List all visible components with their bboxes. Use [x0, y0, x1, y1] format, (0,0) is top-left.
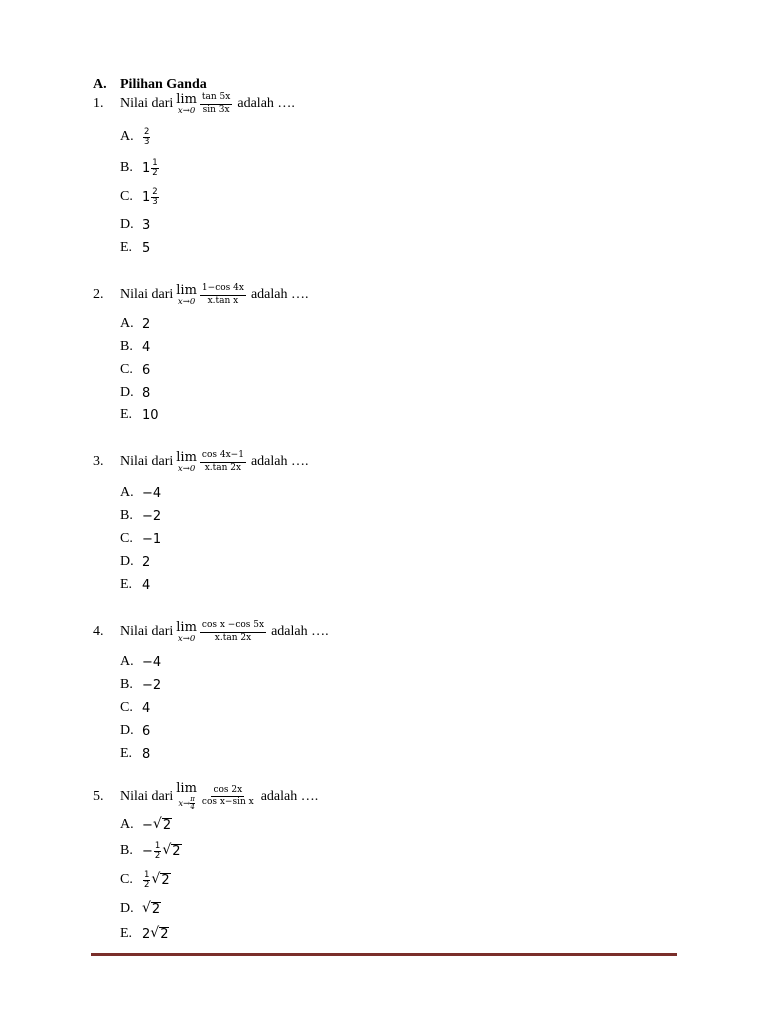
option-value: 8	[142, 385, 151, 401]
question-5	[93, 782, 318, 811]
option-letter: E.	[120, 577, 133, 592]
option-value-mixed-fraction: 1 2 3	[142, 187, 158, 207]
option-3c[interactable]	[120, 531, 161, 547]
option-4a[interactable]	[120, 654, 161, 670]
option-letter: E.	[120, 407, 133, 422]
option-letter: D.	[120, 385, 134, 400]
option-letter: E.	[120, 240, 133, 255]
option-5e[interactable]	[120, 926, 169, 942]
option-2d[interactable]	[120, 385, 150, 401]
limit-fraction	[200, 93, 232, 115]
question-number: 4.	[93, 624, 104, 640]
option-letter: D.	[120, 554, 134, 569]
limit-approach: x→ $\frac{\pi}{4}$	[178, 795, 195, 811]
question-lead: Nilai dari	[120, 624, 174, 640]
question-number: 2.	[93, 287, 104, 303]
question-tail: adalah ….	[271, 624, 329, 640]
option-3b[interactable]	[120, 508, 161, 524]
option-letter: E.	[120, 746, 133, 761]
limit-operator	[176, 782, 197, 811]
option-value: 8	[142, 746, 151, 762]
option-value: 3	[142, 217, 151, 233]
option-value: −1	[142, 531, 162, 547]
option-value: −2	[142, 508, 162, 524]
limit-approach: x→0	[177, 297, 196, 307]
option-letter: C.	[120, 362, 133, 377]
option-value: 2	[142, 554, 151, 570]
footer-rule	[91, 953, 677, 956]
question-lead: Nilai dari	[120, 788, 174, 804]
fraction-denominator: cos x−sin x	[201, 797, 254, 807]
question-number: 3.	[93, 454, 104, 470]
option-1a[interactable]	[120, 128, 151, 147]
option-letter: C.	[120, 700, 133, 715]
option-4c[interactable]	[120, 700, 150, 716]
question-tail: adalah ….	[250, 454, 309, 470]
option-letter: D.	[120, 901, 134, 917]
option-letter: A.	[120, 485, 134, 500]
option-3a[interactable]	[120, 485, 161, 501]
option-value-radical: 1 2 √ 2	[144, 870, 170, 890]
fraction-numerator: cos 2x	[211, 786, 244, 797]
question-3	[93, 451, 308, 474]
question-number: 5.	[93, 788, 104, 804]
limit-word: lim	[176, 781, 197, 796]
option-1b[interactable]	[120, 159, 160, 178]
section-label: A.	[93, 77, 107, 92]
option-letter: A.	[120, 316, 134, 331]
option-letter: B.	[120, 677, 133, 692]
option-value: 2	[142, 316, 151, 332]
limit-word: lim	[176, 450, 197, 465]
option-value-mixed-fraction: 1 1 2	[142, 158, 158, 178]
option-value: 6	[142, 362, 151, 378]
section-heading	[93, 77, 207, 93]
option-5c[interactable]	[120, 871, 171, 890]
limit-word: lim	[176, 283, 197, 298]
option-2e[interactable]	[120, 407, 159, 423]
limit-operator	[176, 621, 197, 644]
option-5a[interactable]	[120, 817, 172, 833]
option-letter: C.	[120, 531, 133, 546]
question-lead: Nilai dari	[120, 287, 174, 303]
limit-word: lim	[176, 620, 197, 635]
option-letter: B.	[120, 339, 133, 354]
option-value: 10	[142, 407, 159, 423]
fraction-denominator: x.tan x	[207, 295, 239, 306]
fraction-numerator: cos x −cos 5x	[200, 621, 266, 632]
option-value: −4	[142, 485, 162, 501]
limit-fraction	[200, 786, 256, 808]
fraction-numerator: tan 5x	[200, 93, 232, 104]
option-value: −4	[142, 654, 162, 670]
option-letter: B.	[120, 160, 133, 176]
limit-fraction	[200, 284, 246, 306]
option-value: 5	[142, 240, 151, 256]
question-number: 1.	[93, 96, 104, 112]
limit-fraction	[200, 451, 246, 473]
option-value-radical: 2 √ 2	[142, 925, 169, 942]
question-2	[93, 284, 308, 307]
question-4	[93, 621, 329, 644]
option-value-fraction: 2 3	[144, 127, 150, 147]
question-lead: Nilai dari	[120, 96, 174, 112]
question-tail: adalah ….	[260, 788, 319, 804]
option-letter: D.	[120, 217, 134, 232]
option-value: −2	[142, 677, 162, 693]
limit-approach: x→0	[177, 464, 196, 474]
option-3d[interactable]	[120, 554, 150, 570]
option-5b[interactable]	[120, 842, 182, 861]
option-letter: B.	[120, 843, 133, 859]
option-value-radical: √ 2	[142, 900, 161, 917]
limit-word: lim	[176, 92, 197, 107]
option-letter: A.	[120, 129, 134, 145]
fraction-denominator: x.tan 2x	[214, 632, 252, 643]
option-letter: A.	[120, 654, 134, 669]
fraction-denominator: sin 3x	[202, 104, 230, 115]
question-tail: adalah ….	[250, 287, 309, 303]
option-4b[interactable]	[120, 677, 161, 693]
option-1d[interactable]	[120, 217, 150, 233]
option-letter: B.	[120, 508, 133, 523]
option-value-radical: − 1 2 √ 2	[142, 841, 181, 861]
option-value: 6	[142, 723, 151, 739]
option-2b[interactable]	[120, 339, 150, 355]
option-value: 4	[142, 700, 151, 716]
section-title: Pilihan Ganda	[120, 77, 207, 92]
limit-approach: x→0	[177, 634, 196, 644]
option-2a[interactable]	[120, 316, 150, 332]
question-lead: Nilai dari	[120, 454, 174, 470]
option-value: 4	[142, 339, 151, 355]
option-1c[interactable]	[120, 188, 160, 207]
question-tail: adalah ….	[237, 96, 295, 112]
option-letter: A.	[120, 817, 134, 833]
option-5d[interactable]	[120, 901, 161, 917]
option-1e[interactable]	[120, 240, 150, 256]
fraction-numerator: 1−cos 4x	[200, 284, 246, 295]
fraction-numerator: cos 4x−1	[200, 451, 246, 462]
option-letter: C.	[120, 872, 133, 888]
question-1	[93, 93, 295, 116]
limit-operator	[176, 93, 197, 116]
option-3e[interactable]	[120, 577, 150, 593]
option-value-radical: − √ 2	[142, 816, 172, 833]
option-letter: C.	[120, 189, 133, 205]
option-letter: E.	[120, 926, 133, 942]
option-4e[interactable]	[120, 746, 150, 762]
option-4d[interactable]	[120, 723, 150, 739]
fraction-denominator: x.tan 2x	[204, 462, 242, 473]
option-value: 4	[142, 577, 151, 593]
limit-approach: x→0	[177, 106, 196, 116]
pi-over-four: $\frac{\pi}{4}$	[190, 795, 195, 811]
limit-operator	[176, 451, 197, 474]
option-2c[interactable]	[120, 362, 150, 378]
option-letter: D.	[120, 723, 134, 738]
limit-operator	[176, 284, 197, 307]
limit-fraction	[200, 621, 266, 643]
